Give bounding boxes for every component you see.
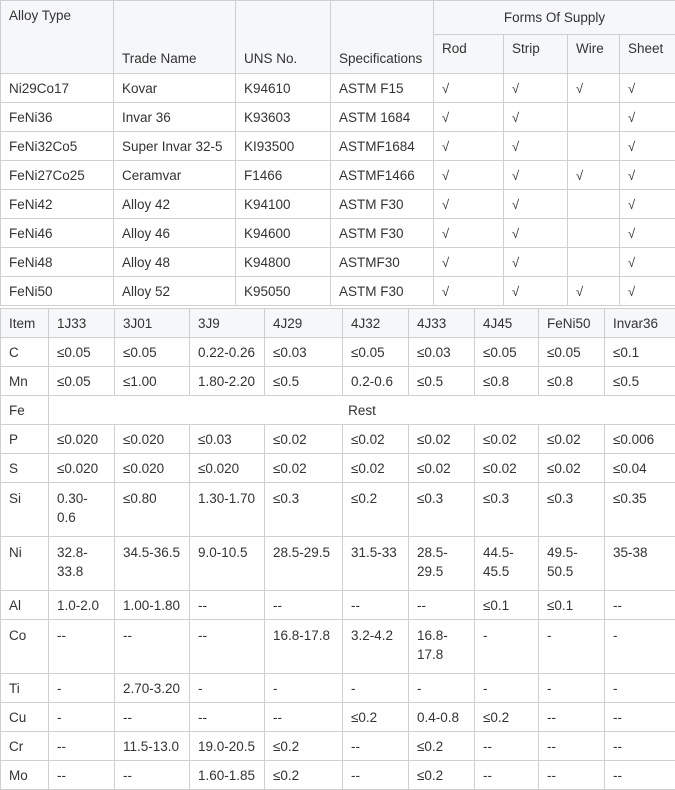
value-cell: ≤0.006 (605, 425, 675, 454)
check-mark-sheet: √ (620, 277, 675, 306)
value-cell: ≤0.02 (475, 425, 539, 454)
value-cell: - (49, 703, 115, 732)
value-cell: 0.2-0.6 (343, 367, 409, 396)
header-4j33: 4J33 (409, 309, 475, 338)
table-row (1, 219, 675, 248)
value-cell: -- (539, 703, 605, 732)
check-mark-rod: √ (434, 74, 504, 103)
table-row (1, 591, 675, 620)
header-feni50: FeNi50 (539, 309, 605, 338)
cell-specifications: ASTM F30 (331, 190, 434, 219)
table-row (1, 248, 675, 277)
check-mark-wire: √ (568, 161, 620, 190)
value-cell: ≤0.2 (265, 761, 343, 790)
value-cell: 3.2-4.2 (343, 620, 409, 674)
value-cell: ≤0.020 (49, 454, 115, 483)
table-row (1, 620, 675, 674)
cell-trade-name: Invar 36 (114, 103, 236, 132)
check-mark-wire (568, 219, 620, 248)
cell-specifications: ASTM F15 (331, 74, 434, 103)
table-row (1, 103, 675, 132)
cell-uns-no: F1466 (236, 161, 331, 190)
value-cell: ≤0.3 (265, 483, 343, 537)
value-cell: -- (409, 591, 475, 620)
header-4j32: 4J32 (343, 309, 409, 338)
table-row (1, 674, 675, 703)
value-cell: ≤0.05 (49, 338, 115, 367)
check-mark-wire: √ (568, 277, 620, 306)
check-mark-wire (568, 103, 620, 132)
check-mark-rod: √ (434, 132, 504, 161)
element-label: Si (1, 483, 49, 537)
check-mark-strip: √ (504, 277, 568, 306)
cell-trade-name: Super Invar 32-5 (114, 132, 236, 161)
value-cell: ≤0.04 (605, 454, 675, 483)
header-rod: Rod (434, 35, 504, 74)
element-label: P (1, 425, 49, 454)
cell-specifications: ASTMF1466 (331, 161, 434, 190)
check-mark-sheet: √ (620, 190, 675, 219)
header-4j45: 4J45 (475, 309, 539, 338)
value-cell: ≤0.03 (409, 338, 475, 367)
value-cell: ≤0.8 (539, 367, 605, 396)
cell-specifications: ASTM F30 (331, 219, 434, 248)
value-cell: - (265, 674, 343, 703)
forms-of-supply-table (0, 0, 675, 306)
value-cell: 1.80-2.20 (190, 367, 265, 396)
element-label: Mo (1, 761, 49, 790)
header-item: Item (1, 309, 49, 338)
value-cell: ≤0.02 (343, 454, 409, 483)
value-cell: -- (475, 761, 539, 790)
value-cell: ≤0.2 (409, 732, 475, 761)
value-cell: ≤0.020 (115, 454, 190, 483)
value-cell: -- (49, 620, 115, 674)
check-mark-strip: √ (504, 219, 568, 248)
value-cell: ≤0.02 (539, 425, 605, 454)
check-mark-sheet: √ (620, 74, 675, 103)
cell-trade-name: Alloy 48 (114, 248, 236, 277)
element-label: Fe (1, 396, 49, 425)
header-3j9: 3J9 (190, 309, 265, 338)
element-label: Mn (1, 367, 49, 396)
header-strip: Strip (504, 35, 568, 74)
cell-alloy-type: FeNi27Co25 (1, 161, 114, 190)
value-cell: - (539, 674, 605, 703)
header-alloy-type: Alloy Type (1, 1, 114, 74)
value-cell: - (605, 674, 675, 703)
value-cell: - (539, 620, 605, 674)
cell-uns-no: K94100 (236, 190, 331, 219)
value-cell: 49.5-50.5 (539, 537, 605, 591)
value-cell: ≤0.3 (475, 483, 539, 537)
value-cell: ≤0.05 (343, 338, 409, 367)
value-cell: -- (265, 591, 343, 620)
value-cell: 0.30-0.6 (49, 483, 115, 537)
check-mark-strip: √ (504, 132, 568, 161)
cell-specifications: ASTMF1684 (331, 132, 434, 161)
value-cell: ≤0.1 (475, 591, 539, 620)
table-row (1, 537, 675, 591)
value-cell: 16.8-17.8 (409, 620, 475, 674)
value-cell: 19.0-20.5 (190, 732, 265, 761)
cell-uns-no: KI93500 (236, 132, 331, 161)
table-row (1, 74, 675, 103)
check-mark-sheet: √ (620, 103, 675, 132)
cell-specifications: ASTMF30 (331, 248, 434, 277)
check-mark-wire (568, 132, 620, 161)
value-cell: 0.4-0.8 (409, 703, 475, 732)
table-row (1, 396, 675, 425)
value-cell: ≤0.05 (475, 338, 539, 367)
header-1j33: 1J33 (49, 309, 115, 338)
value-cell: - (409, 674, 475, 703)
value-cell: ≤0.5 (409, 367, 475, 396)
check-mark-rod: √ (434, 248, 504, 277)
value-cell: ≤0.1 (539, 591, 605, 620)
element-label: Co (1, 620, 49, 674)
value-cell: -- (539, 761, 605, 790)
table-row (1, 190, 675, 219)
value-cell: - (605, 620, 675, 674)
check-mark-sheet: √ (620, 219, 675, 248)
value-cell: ≤0.02 (409, 454, 475, 483)
cell-trade-name: Alloy 52 (114, 277, 236, 306)
element-label: S (1, 454, 49, 483)
table-row (1, 454, 675, 483)
cell-trade-name: Alloy 46 (114, 219, 236, 248)
cell-uns-no: K95050 (236, 277, 331, 306)
check-mark-rod: √ (434, 277, 504, 306)
value-cell: 1.30-1.70 (190, 483, 265, 537)
check-mark-rod: √ (434, 219, 504, 248)
cell-alloy-type: Ni29Co17 (1, 74, 114, 103)
value-cell: ≤0.5 (605, 367, 675, 396)
cell-specifications: ASTM 1684 (331, 103, 434, 132)
value-cell: 16.8-17.8 (265, 620, 343, 674)
value-cell: 9.0-10.5 (190, 537, 265, 591)
value-cell: 28.5-29.5 (409, 537, 475, 591)
element-label: C (1, 338, 49, 367)
merged-value-cell: Rest (49, 396, 675, 425)
cell-alloy-type: FeNi46 (1, 219, 114, 248)
value-cell: 1.60-1.85 (190, 761, 265, 790)
value-cell: ≤0.80 (115, 483, 190, 537)
value-cell: ≤0.8 (475, 367, 539, 396)
cell-uns-no: K94600 (236, 219, 331, 248)
table-row (1, 277, 675, 306)
header-specifications: Specifications (331, 1, 434, 74)
value-cell: - (475, 674, 539, 703)
value-cell: ≤0.05 (115, 338, 190, 367)
value-cell: ≤0.02 (475, 454, 539, 483)
value-cell: 1.0-2.0 (49, 591, 115, 620)
value-cell: ≤0.02 (265, 425, 343, 454)
table-row (1, 132, 675, 161)
value-cell: -- (539, 732, 605, 761)
value-cell: ≤0.2 (265, 732, 343, 761)
value-cell: ≤0.2 (343, 703, 409, 732)
check-mark-rod: √ (434, 190, 504, 219)
cell-trade-name: Alloy 42 (114, 190, 236, 219)
value-cell: 28.5-29.5 (265, 537, 343, 591)
value-cell: ≤0.3 (409, 483, 475, 537)
check-mark-strip: √ (504, 248, 568, 277)
element-label: Ni (1, 537, 49, 591)
value-cell: ≤0.2 (475, 703, 539, 732)
value-cell: - (49, 674, 115, 703)
check-mark-sheet: √ (620, 132, 675, 161)
value-cell: - (190, 674, 265, 703)
element-label: Al (1, 591, 49, 620)
element-label: Ti (1, 674, 49, 703)
check-mark-strip: √ (504, 190, 568, 219)
value-cell: -- (190, 591, 265, 620)
check-mark-wire (568, 248, 620, 277)
check-mark-sheet: √ (620, 248, 675, 277)
header-4j29: 4J29 (265, 309, 343, 338)
check-mark-wire (568, 190, 620, 219)
value-cell: -- (49, 761, 115, 790)
element-label: Cr (1, 732, 49, 761)
value-cell: ≤0.35 (605, 483, 675, 537)
value-cell: -- (49, 732, 115, 761)
element-label: Cu (1, 703, 49, 732)
value-cell: 35-38 (605, 537, 675, 591)
check-mark-strip: √ (504, 103, 568, 132)
table-row (1, 367, 675, 396)
value-cell: ≤0.02 (343, 425, 409, 454)
check-mark-rod: √ (434, 161, 504, 190)
value-cell: ≤0.2 (409, 761, 475, 790)
table-row (1, 338, 675, 367)
value-cell: ≤0.2 (343, 483, 409, 537)
cell-uns-no: K93603 (236, 103, 331, 132)
cell-uns-no: K94800 (236, 248, 331, 277)
table-row (1, 161, 675, 190)
value-cell: ≤0.3 (539, 483, 605, 537)
cell-alloy-type: FeNi32Co5 (1, 132, 114, 161)
value-cell: -- (190, 703, 265, 732)
table-row (1, 732, 675, 761)
value-cell: -- (115, 703, 190, 732)
value-cell: -- (475, 732, 539, 761)
value-cell: ≤0.1 (605, 338, 675, 367)
value-cell: -- (115, 620, 190, 674)
table-row (1, 703, 675, 732)
value-cell: 1.00-1.80 (115, 591, 190, 620)
header-invar36: Invar36 (605, 309, 675, 338)
value-cell: -- (190, 620, 265, 674)
table-row (1, 425, 675, 454)
header-wire: Wire (568, 35, 620, 74)
check-mark-sheet: √ (620, 161, 675, 190)
value-cell: ≤0.020 (190, 454, 265, 483)
value-cell: -- (115, 761, 190, 790)
header-trade-name: Trade Name (114, 1, 236, 74)
cell-alloy-type: FeNi50 (1, 277, 114, 306)
check-mark-wire: √ (568, 74, 620, 103)
value-cell: -- (605, 703, 675, 732)
value-cell: -- (343, 761, 409, 790)
value-cell: 44.5-45.5 (475, 537, 539, 591)
value-cell: ≤0.03 (190, 425, 265, 454)
value-cell: - (343, 674, 409, 703)
cell-uns-no: K94610 (236, 74, 331, 103)
cell-alloy-type: FeNi48 (1, 248, 114, 277)
check-mark-rod: √ (434, 103, 504, 132)
value-cell: - (475, 620, 539, 674)
value-cell: ≤0.02 (539, 454, 605, 483)
value-cell: ≤0.03 (265, 338, 343, 367)
value-cell: ≤0.05 (49, 367, 115, 396)
header-sheet: Sheet (620, 35, 675, 74)
value-cell: -- (265, 703, 343, 732)
cell-alloy-type: FeNi36 (1, 103, 114, 132)
value-cell: 34.5-36.5 (115, 537, 190, 591)
check-mark-strip: √ (504, 74, 568, 103)
header-row (1, 309, 675, 338)
value-cell: ≤0.05 (539, 338, 605, 367)
value-cell: 2.70-3.20 (115, 674, 190, 703)
value-cell: 32.8-33.8 (49, 537, 115, 591)
value-cell: -- (343, 591, 409, 620)
cell-trade-name: Ceramvar (114, 161, 236, 190)
table-row (1, 761, 675, 790)
value-cell: 0.22-0.26 (190, 338, 265, 367)
chemical-composition-table (0, 308, 675, 790)
value-cell: ≤0.02 (409, 425, 475, 454)
cell-specifications: ASTM F30 (331, 277, 434, 306)
value-cell: ≤1.00 (115, 367, 190, 396)
value-cell: ≤0.02 (265, 454, 343, 483)
table-row (1, 483, 675, 537)
cell-alloy-type: FeNi42 (1, 190, 114, 219)
value-cell: -- (605, 591, 675, 620)
header-uns-no: UNS No. (236, 1, 331, 74)
value-cell: -- (605, 761, 675, 790)
value-cell: ≤0.5 (265, 367, 343, 396)
header-3j01: 3J01 (115, 309, 190, 338)
cell-trade-name: Kovar (114, 74, 236, 103)
check-mark-strip: √ (504, 161, 568, 190)
value-cell: -- (343, 732, 409, 761)
value-cell: 31.5-33 (343, 537, 409, 591)
value-cell: 11.5-13.0 (115, 732, 190, 761)
value-cell: ≤0.020 (115, 425, 190, 454)
value-cell: -- (605, 732, 675, 761)
value-cell: ≤0.020 (49, 425, 115, 454)
header-forms-of-supply: Forms Of Supply (434, 1, 675, 35)
